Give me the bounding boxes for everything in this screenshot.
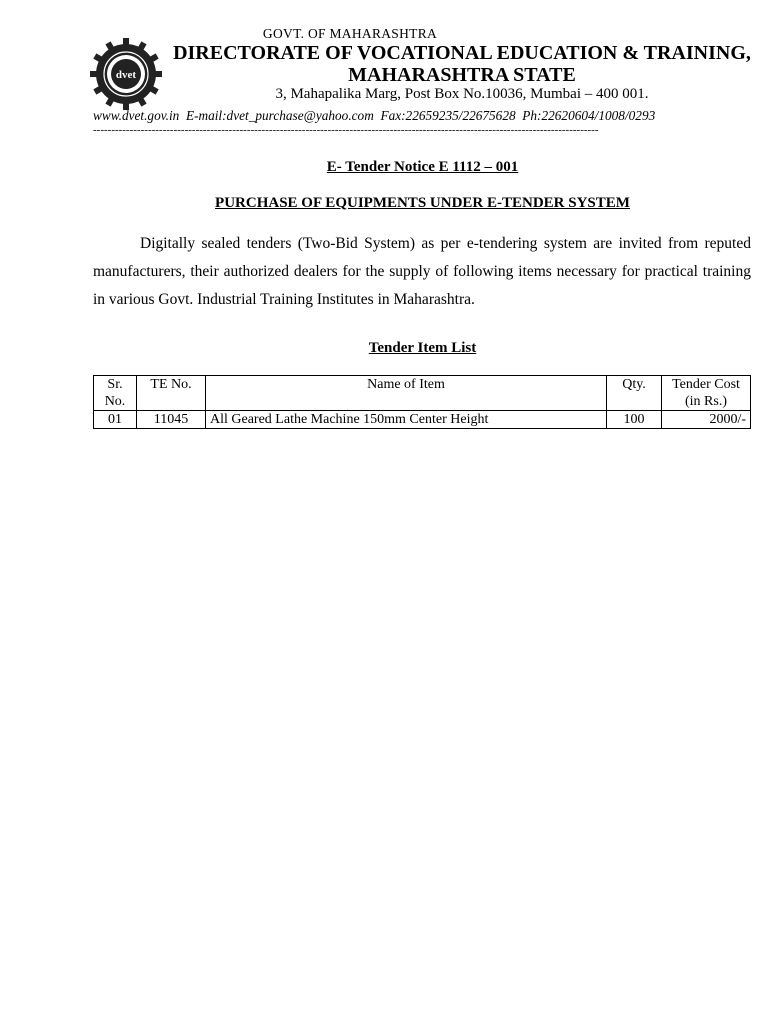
notice-title: E- Tender Notice E 1112 – 001 xyxy=(326,159,519,175)
table-row xyxy=(94,411,751,429)
notice-subject: PURCHASE OF EQUIPMENTS UNDER E-TENDER SYSTEM xyxy=(215,195,630,211)
cell-item-name: All Geared Lathe Machine 150mm Center Height xyxy=(206,411,607,429)
header-sr-line2: No. xyxy=(104,394,126,409)
cell-tender-cost: 2000/- xyxy=(662,411,751,429)
notice-body: Digitally sealed tenders (Two-Bid System) as per e-tendering system are invited from reputed manufacturers, their authorized dealers for the supply of following items necessary for practical training in various Govt. Industrial Training Institutes in Maharashtra. xyxy=(93,235,751,308)
header-cost-line1: Tender Cost xyxy=(672,377,740,392)
directorate-title xyxy=(172,42,752,86)
separator-line: ------------------------------------------------------------------------------------------------------------------------------------------ xyxy=(93,124,599,136)
header-te-no: TE No. xyxy=(137,376,206,411)
tender-item-table xyxy=(93,375,751,429)
header-tender-cost xyxy=(662,376,751,411)
dvet-logo xyxy=(90,38,162,110)
cell-qty: 100 xyxy=(607,411,662,429)
item-list-title: Tender Item List xyxy=(368,340,477,356)
directorate-line2: MAHARASHTRA STATE xyxy=(348,64,576,86)
address: 3, Mahapalika Marg, Post Box No.10036, Mumbai – 400 001. xyxy=(275,86,649,102)
cell-te-no: 11045 xyxy=(137,411,206,429)
header-qty: Qty. xyxy=(607,376,662,411)
govt-heading: GOVT. OF MAHARASHTRA xyxy=(262,26,438,41)
header-sr-no xyxy=(94,376,137,411)
directorate-line1: DIRECTORATE OF VOCATIONAL EDUCATION & TRAINING, xyxy=(173,42,751,64)
header-cost-line2: (in Rs.) xyxy=(685,394,727,409)
logo-text: dvet xyxy=(115,69,137,81)
cell-sr-no: 01 xyxy=(94,411,137,429)
contact-line: www.dvet.gov.in E-mail:dvet_purchase@yahoo.com Fax:22659235/22675628 Ph:22620604/1008/0293 xyxy=(93,108,656,123)
table-header-row xyxy=(94,376,751,411)
header-sr-line1: Sr. xyxy=(107,377,123,392)
header-item-name: Name of Item xyxy=(206,376,607,411)
